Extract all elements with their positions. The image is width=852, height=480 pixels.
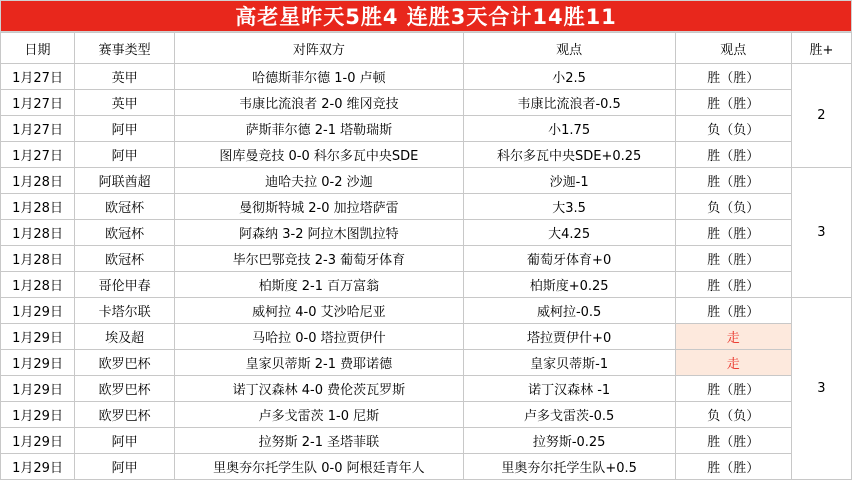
column-header-league: 赛事类型 [75,33,175,64]
cell-view: 韦康比流浪者-0.5 [463,90,675,116]
cell-date: 1月28日 [1,272,75,298]
cell-match: 阿森纳 3-2 阿拉木图凯拉特 [175,220,463,246]
cell-match: 卢多戈雷茨 1-0 尼斯 [175,402,463,428]
table-row [1,298,852,324]
cell-view: 沙迦-1 [463,168,675,194]
cell-streak: 2 [791,64,851,168]
cell-result: 胜（胜） [675,298,791,324]
cell-view: 柏斯度+0.25 [463,272,675,298]
cell-result: 胜（胜） [675,90,791,116]
cell-date: 1月29日 [1,376,75,402]
cell-view: 大4.25 [463,220,675,246]
cell-match: 迪哈夫拉 0-2 沙迦 [175,168,463,194]
cell-result: 胜（胜） [675,142,791,168]
cell-league: 阿联酋超 [75,168,175,194]
cell-view: 诺丁汉森林 -1 [463,376,675,402]
cell-league: 欧罗巴杯 [75,350,175,376]
cell-date: 1月28日 [1,194,75,220]
table-row [1,90,852,116]
table-row [1,168,852,194]
cell-league: 埃及超 [75,324,175,350]
cell-league: 卡塔尔联 [75,298,175,324]
cell-streak: 3 [791,168,851,298]
cell-view: 小2.5 [463,64,675,90]
cell-date: 1月28日 [1,246,75,272]
cell-match: 图库曼竞技 0-0 科尔多瓦中央SDE [175,142,463,168]
cell-date: 1月29日 [1,324,75,350]
table-row [1,142,852,168]
table-row [1,324,852,350]
cell-view: 科尔多瓦中央SDE+0.25 [463,142,675,168]
table-row [1,402,852,428]
cell-result: 胜（胜） [675,64,791,90]
cell-date: 1月29日 [1,454,75,480]
cell-view: 塔拉贾伊什+0 [463,324,675,350]
column-header-match: 对阵双方 [175,33,463,64]
cell-league: 欧冠杯 [75,220,175,246]
table-body [1,64,852,480]
cell-league: 哥伦甲春 [75,272,175,298]
cell-match: 威柯拉 4-0 艾沙哈尼亚 [175,298,463,324]
cell-result: 走 [675,324,791,350]
table-row [1,272,852,298]
column-header-result: 观点 [675,33,791,64]
cell-match: 皇家贝蒂斯 2-1 费耶诺德 [175,350,463,376]
cell-streak: 3 [791,298,851,480]
cell-date: 1月29日 [1,350,75,376]
table-row [1,194,852,220]
cell-view: 葡萄牙体育+0 [463,246,675,272]
cell-league: 英甲 [75,90,175,116]
cell-match: 诺丁汉森林 4-0 费伦茨瓦罗斯 [175,376,463,402]
cell-match: 哈德斯菲尔德 1-0 卢顿 [175,64,463,90]
cell-date: 1月28日 [1,220,75,246]
cell-match: 拉努斯 2-1 圣塔菲联 [175,428,463,454]
table-row [1,116,852,142]
cell-league: 欧冠杯 [75,246,175,272]
cell-league: 阿甲 [75,116,175,142]
column-header-date: 日期 [1,33,75,64]
cell-date: 1月27日 [1,90,75,116]
cell-view: 大3.5 [463,194,675,220]
cell-date: 1月29日 [1,402,75,428]
cell-result: 胜（胜） [675,454,791,480]
cell-result: 胜（胜） [675,428,791,454]
cell-league: 阿甲 [75,142,175,168]
column-header-streak: 胜+ [791,33,851,64]
cell-result: 走 [675,350,791,376]
cell-match: 毕尔巴鄂竞技 2-3 葡萄牙体育 [175,246,463,272]
cell-date: 1月29日 [1,428,75,454]
cell-result: 胜（胜） [675,246,791,272]
header-row [1,33,852,64]
table-row [1,454,852,480]
cell-view: 里奥夯尔托学生队+0.5 [463,454,675,480]
cell-date: 1月27日 [1,116,75,142]
cell-result: 胜（胜） [675,220,791,246]
cell-view: 卢多戈雷茨-0.5 [463,402,675,428]
column-header-view: 观点 [463,33,675,64]
table-header [1,33,852,64]
cell-league: 欧罗巴杯 [75,376,175,402]
cell-result: 负（负） [675,194,791,220]
page-title: 高老星昨天5胜4 连胜3天合计14胜11 [0,0,852,32]
cell-view: 小1.75 [463,116,675,142]
table-row [1,428,852,454]
table-row [1,350,852,376]
cell-match: 曼彻斯特城 2-0 加拉塔萨雷 [175,194,463,220]
table-row [1,220,852,246]
cell-view: 皇家贝蒂斯-1 [463,350,675,376]
cell-match: 柏斯度 2-1 百万富翁 [175,272,463,298]
cell-result: 负（负） [675,116,791,142]
cell-result: 胜（胜） [675,376,791,402]
cell-result: 胜（胜） [675,272,791,298]
cell-league: 阿甲 [75,428,175,454]
cell-league: 阿甲 [75,454,175,480]
cell-league: 欧罗巴杯 [75,402,175,428]
cell-league: 英甲 [75,64,175,90]
cell-date: 1月27日 [1,142,75,168]
cell-match: 韦康比流浪者 2-0 维冈竞技 [175,90,463,116]
table-row [1,246,852,272]
table-row [1,376,852,402]
cell-result: 胜（胜） [675,168,791,194]
cell-match: 马哈拉 0-0 塔拉贾伊什 [175,324,463,350]
cell-view: 威柯拉-0.5 [463,298,675,324]
cell-result: 负（负） [675,402,791,428]
cell-date: 1月29日 [1,298,75,324]
cell-match: 萨斯菲尔德 2-1 塔勒瑞斯 [175,116,463,142]
cell-league: 欧冠杯 [75,194,175,220]
table-row [1,64,852,90]
matches-table [0,32,852,480]
cell-view: 拉努斯-0.25 [463,428,675,454]
cell-match: 里奥夯尔托学生队 0-0 阿根廷青年人 [175,454,463,480]
cell-date: 1月28日 [1,168,75,194]
cell-date: 1月27日 [1,64,75,90]
